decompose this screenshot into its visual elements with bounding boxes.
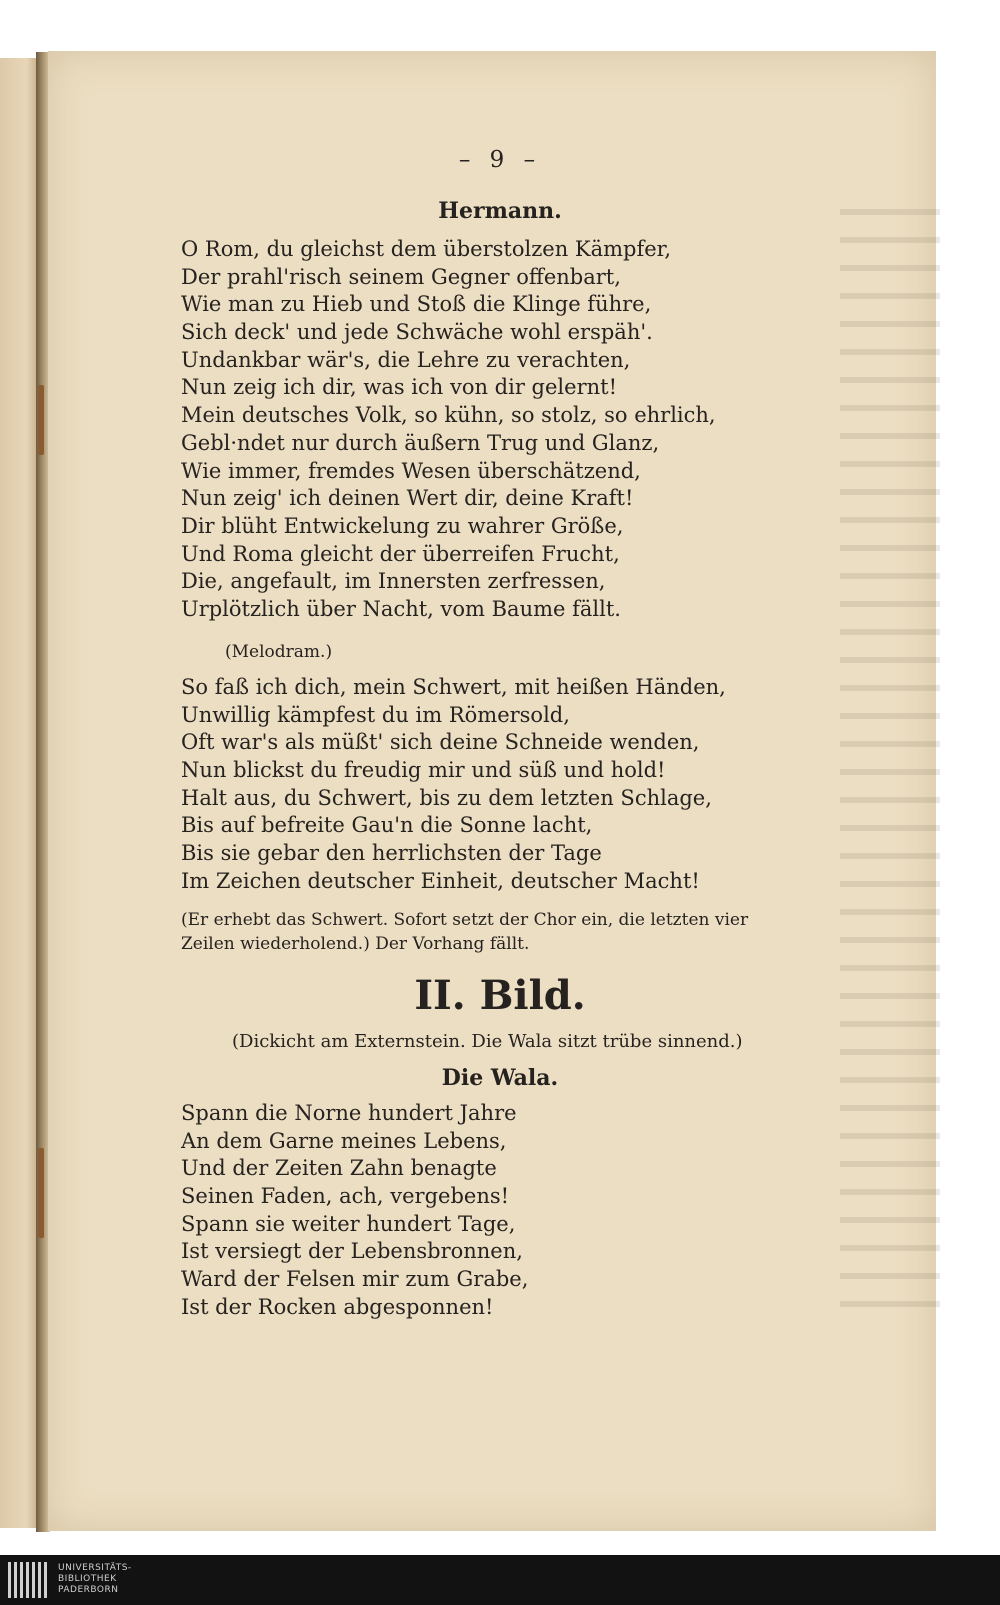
verse-line: Ist der Rocken abgesponnen! (181, 1294, 494, 1319)
stage-direction-melodram: (Melodram.) (225, 642, 333, 662)
verse-line: Urplötzlich über Nacht, vom Baume fällt. (181, 596, 621, 621)
stage-direction-scene: (Dickicht am Externstein. Die Wala sitzt trübe sinnend.) (232, 1031, 743, 1052)
library-logo-text: BIBLIOTHEK (58, 1574, 117, 1584)
verse-line: Seinen Faden, ach, vergebens! (181, 1184, 510, 1209)
verse-line: Spann die Norne hundert Jahre (181, 1101, 517, 1125)
section-title: II. Bild. (414, 972, 586, 1019)
verse-line: Dir blüht Entwickelung zu wahrer Größe, (181, 513, 624, 538)
verse-line: Und Roma gleicht der überreifen Frucht, (181, 541, 620, 566)
verse-line: Spann sie weiter hundert Tage, (181, 1211, 516, 1236)
verse-line: Undankbar wär's, die Lehre zu verachten, (181, 347, 631, 372)
stage-direction-end-line-1: (Er erhebt das Schwert. Sofort setzt der Chor ein, die letzten vier (181, 910, 749, 930)
verse-line: So faß ich dich, mein Schwert, mit heißen Händen, (181, 675, 726, 699)
left-page-edge (0, 58, 38, 1528)
verse-line: O Rom, du gleichst dem überstolzen Kämpfer, (181, 237, 672, 261)
verse-line: Ist versiegt der Lebensbronnen, (181, 1239, 523, 1264)
verse-line: An dem Garne meines Lebens, (181, 1128, 507, 1153)
hermann-verse-2 (181, 674, 726, 896)
verse-line: Halt aus, du Schwert, bis zu dem letzten Schlage, (181, 785, 712, 810)
show-through-text (840, 195, 940, 1325)
verse-line: Die, angefault, im Innersten zerfressen, (181, 569, 606, 594)
verse-line: Der prahl'risch seinem Gegner offenbart, (181, 264, 621, 289)
library-footer (0, 1555, 1000, 1605)
verse-line: Ward der Felsen mir zum Grabe, (181, 1267, 529, 1292)
verse-line: Nun zeig' ich deinen Wert dir, deine Kraft! (181, 486, 634, 511)
speaker-heading-wala: Die Wala. (441, 1065, 559, 1091)
page-number: – 9 – (458, 147, 542, 173)
library-logo-text: UNIVERSITÄTS- (58, 1563, 132, 1573)
verse-line: Unwillig kämpfest du im Römersold, (181, 702, 570, 727)
verse-line: Nun zeig ich dir, was ich von dir gelernt! (181, 375, 618, 400)
verse-line: Sich deck' und jede Schwäche wohl erspäh'. (181, 320, 653, 345)
margin-mark (38, 385, 44, 455)
verse-line: Bis auf befreite Gau'n die Sonne lacht, (181, 813, 593, 838)
library-logo-icon (8, 1562, 48, 1598)
verse-line: Gebl·ndet nur durch äußern Trug und Glanz, (181, 430, 660, 455)
verse-line: Und der Zeiten Zahn benagte (181, 1156, 497, 1181)
verse-line: Nun blickst du freudig mir und süß und hold! (181, 758, 666, 783)
stage-direction-end-line-2: Zeilen wiederholend.) Der Vorhang fällt. (181, 934, 530, 954)
verse-line: Wie immer, fremdes Wesen überschätzend, (181, 458, 641, 483)
margin-mark (38, 1148, 44, 1238)
verse-line: Wie man zu Hieb und Stoß die Klinge führe, (181, 292, 652, 317)
library-logo-text: PADERBORN (58, 1585, 119, 1595)
verse-line: Oft war's als müßt' sich deine Schneide wenden, (181, 730, 700, 755)
speaker-heading-hermann: Hermann. (438, 198, 562, 224)
wala-verse (181, 1100, 528, 1322)
verse-line: Im Zeichen deutscher Einheit, deutscher Macht! (181, 868, 700, 893)
hermann-verse-1 (181, 236, 716, 624)
verse-line: Bis sie gebar den herrlichsten der Tage (181, 841, 602, 866)
verse-line: Mein deutsches Volk, so kühn, so stolz, so ehrlich, (181, 403, 716, 428)
